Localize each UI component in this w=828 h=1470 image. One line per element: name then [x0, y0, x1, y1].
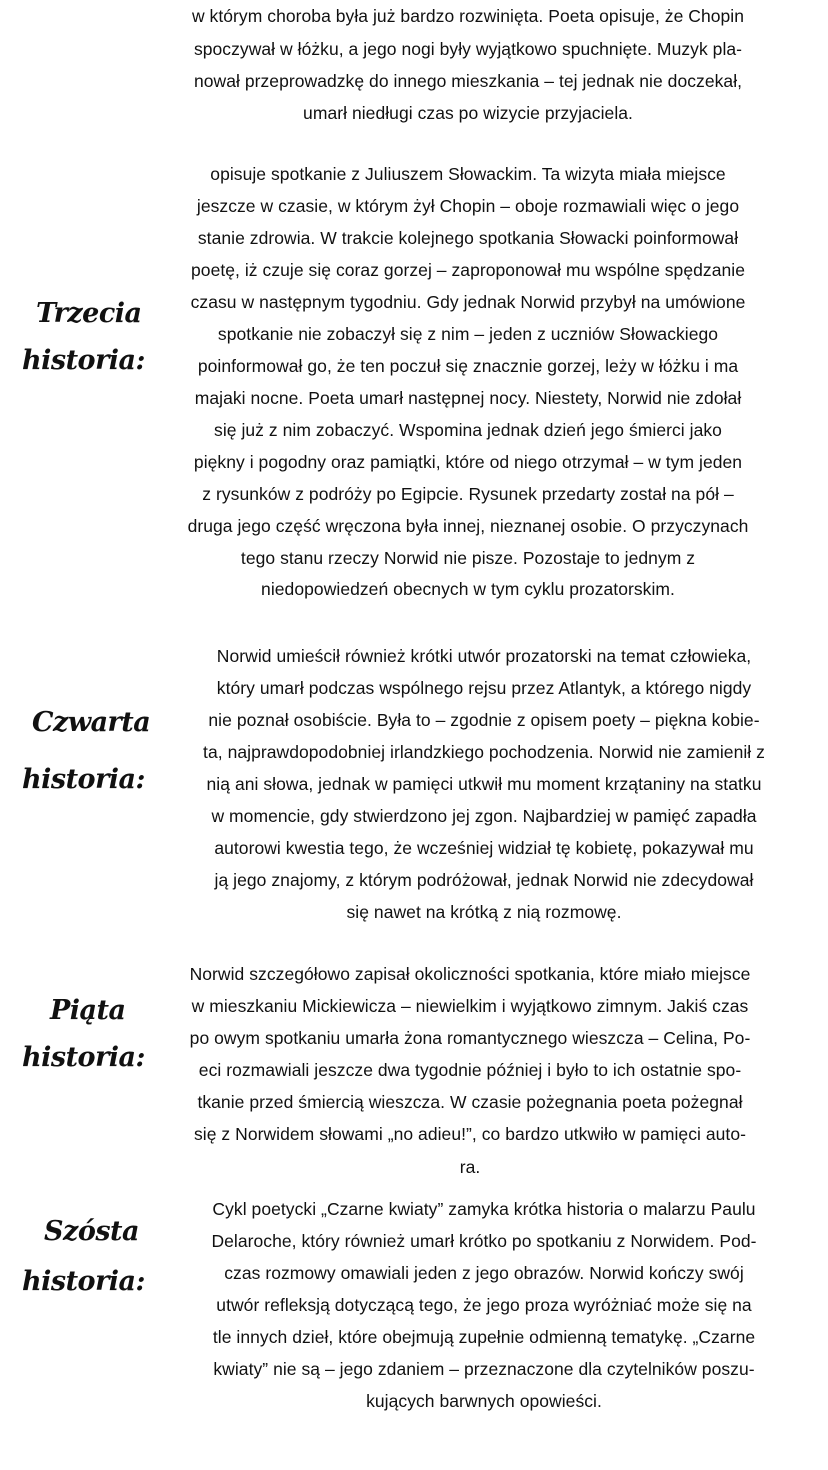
text-line: tkanie przed śmiercią wieszcza. W czasie pożegnania poeta pożegnał: [197, 1092, 743, 1112]
text-line: kujących barwnych opowieści.: [366, 1391, 602, 1411]
text-line: czasu w następnym tygodniu. Gdy jednak Norwid przybył na umówione: [190, 292, 746, 312]
text-line: majaki nocne. Poeta umarł następnej nocy. Niestety, Norwid nie zdołał: [194, 388, 742, 408]
text-line: czas rozmowy omawiali jeden z jego obrazów. Norwid kończy swój: [224, 1263, 744, 1283]
text-line: stanie zdrowia. W trakcie kolejnego spotkania Słowacki poinformował: [197, 228, 739, 248]
text-line: niedopowiedzeń obecnych w tym cyklu prozatorskim.: [261, 579, 675, 599]
text-line: ta, najprawdopodobniej irlandzkiego pochodzenia. Norwid nie zamienił z: [203, 742, 765, 762]
text-line: się z Norwidem słowami „no adieu!”, co bardzo utkwiło w pamięci auto-: [194, 1124, 746, 1144]
text-line: ra.: [459, 1157, 481, 1177]
text-line: poinformował go, że ten poczuł się znacznie gorzej, leży w łóżku i ma: [197, 356, 739, 376]
text-line: Cykl poetycki „Czarne kwiaty” zamyka krótka historia o malarzu Paulu: [212, 1199, 756, 1219]
section-heading: Piąta: [50, 995, 126, 1026]
text-line: Delaroche, który również umarł krótko po spotkaniu z Norwidem. Pod-: [211, 1231, 757, 1251]
section-heading: historia:: [22, 345, 146, 376]
text-line: tle innych dzieł, które obejmują zupełnie odmienną tematykę. „Czarne: [212, 1327, 756, 1347]
section-heading: Trzecia: [36, 298, 142, 329]
text-line: nią ani słowa, jednak w pamięci utkwił mu moment krzątaniny na statku: [206, 774, 762, 794]
text-line: w którym choroba była już bardzo rozwinięta. Poeta opisuje, że Chopin: [191, 6, 745, 26]
text-line: się nawet na krótką z nią rozmowę.: [346, 902, 622, 922]
text-line: utwór refleksją dotyczącą tego, że jego proza wyróżniać może się na: [216, 1295, 752, 1315]
text-line: Norwid szczegółowo zapisał okoliczności spotkania, które miało miejsce: [189, 964, 751, 984]
text-line: nował przeprowadzkę do innego mieszkania – tej jednak nie doczekał,: [193, 71, 743, 91]
text-line: nie poznał osobiście. Była to – zgodnie z opisem poety – piękna kobie-: [208, 710, 760, 730]
text-line: z rysunków z podróży po Egipcie. Rysunek przedarty został na pół –: [202, 484, 734, 504]
text-line: w momencie, gdy stwierdzono jej zgon. Najbardziej w pamięć zapadła: [211, 806, 757, 826]
section-heading: historia:: [22, 764, 146, 795]
text-line: spoczywał w łóżku, a jego nogi były wyjątkowo spuchnięte. Muzyk pla-: [193, 39, 743, 59]
text-line: w mieszkaniu Mickiewicza – niewielkim i wyjątkowo zimnym. Jakiś czas: [191, 996, 749, 1016]
text-line: poetę, iż czuje się coraz gorzej – zaproponował mu wspólne spędzanie: [191, 260, 745, 280]
text-line: eci rozmawiali jeszcze dwa tygodnie później i było to ich ostatnie spo-: [198, 1060, 742, 1080]
section-heading: historia:: [22, 1042, 146, 1073]
text-line: kwiaty” nie są – jego zdaniem – przeznaczone dla czytelników poszu-: [213, 1359, 755, 1379]
text-line: druga jego część wręczona była innej, nieznanej osobie. O przyczynach: [187, 516, 749, 536]
section-heading: Szósta: [44, 1216, 140, 1247]
text-line: Norwid umieścił również krótki utwór prozatorski na temat człowieka,: [216, 646, 752, 666]
text-line: autorowi kwestia tego, że wcześniej widział tę kobietę, pokazywał mu: [214, 838, 754, 858]
text-line: który umarł podczas wspólnego rejsu przez Atlantyk, a którego nigdy: [216, 678, 752, 698]
text-line: opisuje spotkanie z Juliuszem Słowackim. Ta wizyta miała miejsce: [210, 164, 726, 184]
text-line: tego stanu rzeczy Norwid nie pisze. Pozostaje to jednym z: [240, 548, 696, 568]
text-line: spotkanie nie zobaczył się z nim – jeden z uczniów Słowackiego: [217, 324, 719, 344]
text-line: umarł niedługi czas po wizycie przyjaciela.: [303, 103, 633, 123]
section-heading: Czwarta: [32, 707, 151, 738]
text-line: się już z nim zobaczyć. Wspomina jednak dzień jego śmierci jako: [214, 420, 722, 440]
text-line: piękny i pogodny oraz pamiątki, które od niego otrzymał – w tym jeden: [193, 452, 743, 472]
text-line: ją jego znajomy, z którym podróżował, jednak Norwid nie zdecydował: [214, 870, 754, 890]
text-line: po owym spotkaniu umarła żona romantycznego wieszcza – Celina, Po-: [189, 1028, 751, 1048]
text-line: jeszcze w czasie, w którym żył Chopin – oboje rozmawiali więc o jego: [196, 196, 740, 216]
section-heading: historia:: [22, 1266, 146, 1297]
